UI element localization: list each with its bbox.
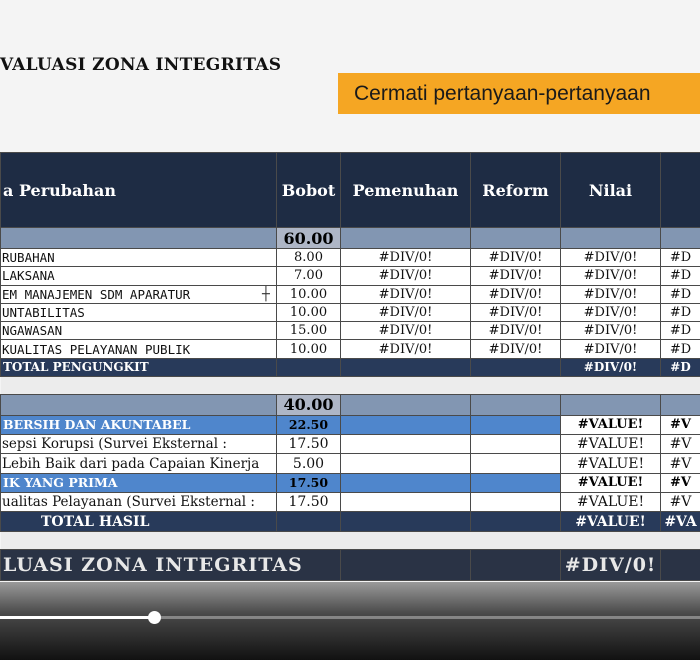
table-row <box>1 340 700 358</box>
row-nilai[interactable]: #DIV/0! <box>561 340 661 358</box>
row-bobot[interactable]: 7.00 <box>277 267 341 285</box>
row-reform[interactable]: #DIV/0! <box>471 322 561 340</box>
row-pemenuhan[interactable]: #DIV/0! <box>341 249 471 267</box>
callout-banner: Cermati pertanyaan-pertanyaan <box>338 73 700 114</box>
row-pemenuhan[interactable] <box>341 492 471 512</box>
row-extra[interactable]: #D <box>661 267 700 285</box>
row-nilai[interactable]: #VALUE! <box>561 454 661 474</box>
subgroup-nilai[interactable]: #VALUE! <box>561 415 661 434</box>
spacer-row <box>1 532 700 550</box>
subgroup-row-prima <box>1 473 700 492</box>
row-bobot[interactable]: 15.00 <box>277 322 341 340</box>
row-reform[interactable]: #DIV/0! <box>471 285 561 303</box>
row-reform[interactable] <box>471 434 561 454</box>
row-reform[interactable] <box>471 492 561 512</box>
header-nilai[interactable]: Nilai <box>561 153 661 228</box>
total-label[interactable]: TOTAL PENGUNGKIT <box>1 358 277 376</box>
subgroup-bobot[interactable]: 22.50 <box>277 415 341 434</box>
row-bobot[interactable]: 10.00 <box>277 340 341 358</box>
group-row-pengungkit <box>1 228 700 249</box>
subgroup-bobot[interactable]: 17.50 <box>277 473 341 492</box>
row-nilai[interactable]: #DIV/0! <box>561 249 661 267</box>
subgroup-label[interactable]: IK YANG PRIMA <box>1 473 277 492</box>
row-extra[interactable]: #D <box>661 322 700 340</box>
subgroup-extra[interactable]: #V <box>661 415 700 434</box>
subgroup-row-bersih <box>1 415 700 434</box>
total-row-hasil <box>1 512 700 532</box>
row-reform[interactable]: #DIV/0! <box>471 249 561 267</box>
sheet-title: VALUASI ZONA INTEGRITAS <box>0 55 282 75</box>
row-bobot[interactable]: 5.00 <box>277 454 341 474</box>
row-reform[interactable]: #DIV/0! <box>471 267 561 285</box>
row-nilai[interactable]: #DIV/0! <box>561 322 661 340</box>
total-extra[interactable]: #VA <box>661 512 700 532</box>
table-row <box>1 434 700 454</box>
row-reform[interactable] <box>471 454 561 474</box>
row-bobot[interactable]: 17.50 <box>277 434 341 454</box>
table-row <box>1 285 700 303</box>
row-pemenuhan[interactable] <box>341 454 471 474</box>
row-extra[interactable]: #V <box>661 492 700 512</box>
subgroup-nilai[interactable]: #VALUE! <box>561 473 661 492</box>
final-row <box>1 550 700 581</box>
table-row <box>1 249 700 267</box>
subgroup-extra[interactable]: #V <box>661 473 700 492</box>
row-bobot[interactable]: 8.00 <box>277 249 341 267</box>
row-pemenuhan[interactable]: #DIV/0! <box>341 267 471 285</box>
row-reform[interactable]: #DIV/0! <box>471 303 561 321</box>
group-bobot[interactable]: 40.00 <box>277 394 341 415</box>
row-name[interactable]: NGAWASAN <box>1 322 277 340</box>
evaluation-table <box>0 152 700 581</box>
total-nilai[interactable]: #DIV/0! <box>561 358 661 376</box>
row-name[interactable]: UNTABILITAS <box>1 303 277 321</box>
subgroup-label[interactable]: BERSIH DAN AKUNTABEL <box>1 415 277 434</box>
row-name[interactable]: sepsi Korupsi (Survei Eksternal : <box>1 434 277 454</box>
row-extra[interactable]: #V <box>661 434 700 454</box>
table-row <box>1 267 700 285</box>
row-name[interactable]: KUALITAS PELAYANAN PUBLIK <box>1 340 277 358</box>
row-pemenuhan[interactable]: #DIV/0! <box>341 303 471 321</box>
spacer-row <box>1 376 700 394</box>
table-row <box>1 303 700 321</box>
row-nilai[interactable]: #VALUE! <box>561 434 661 454</box>
row-pemenuhan[interactable] <box>341 434 471 454</box>
header-row <box>1 153 700 228</box>
total-label[interactable]: TOTAL HASIL <box>1 512 277 532</box>
row-extra[interactable]: #D <box>661 303 700 321</box>
row-pemenuhan[interactable]: #DIV/0! <box>341 322 471 340</box>
table-row <box>1 492 700 512</box>
row-bobot[interactable]: 10.00 <box>277 303 341 321</box>
row-extra[interactable]: #V <box>661 454 700 474</box>
row-pemenuhan[interactable]: #DIV/0! <box>341 340 471 358</box>
row-name[interactable]: LAKSANA <box>1 267 277 285</box>
row-name[interactable]: ualitas Pelayanan (Survei Eksternal : <box>1 492 277 512</box>
video-scrubber-handle[interactable] <box>148 611 161 624</box>
row-nilai[interactable]: #DIV/0! <box>561 285 661 303</box>
row-reform[interactable]: #DIV/0! <box>471 340 561 358</box>
row-bobot[interactable]: 10.00 <box>277 285 341 303</box>
row-pemenuhan[interactable]: #DIV/0! <box>341 285 471 303</box>
header-bobot[interactable]: Bobot <box>277 153 341 228</box>
row-nilai[interactable]: #VALUE! <box>561 492 661 512</box>
row-extra[interactable]: #D <box>661 340 700 358</box>
header-pemenuhan[interactable]: Pemenuhan <box>341 153 471 228</box>
crosshair-cursor-icon: ┼ <box>262 287 270 302</box>
header-extra[interactable] <box>661 153 700 228</box>
table-row <box>1 454 700 474</box>
video-progress-fill <box>0 616 154 619</box>
row-extra[interactable]: #D <box>661 285 700 303</box>
row-extra[interactable]: #D <box>661 249 700 267</box>
final-label[interactable]: LUASI ZONA INTEGRITAS <box>1 550 341 581</box>
header-area[interactable]: a Perubahan <box>1 153 277 228</box>
row-nilai[interactable]: #DIV/0! <box>561 303 661 321</box>
row-name[interactable]: Lebih Baik dari pada Capaian Kinerja <box>1 454 277 474</box>
total-extra[interactable]: #D <box>661 358 700 376</box>
row-nilai[interactable]: #DIV/0! <box>561 267 661 285</box>
header-reform[interactable]: Reform <box>471 153 561 228</box>
group-bobot[interactable]: 60.00 <box>277 228 341 249</box>
group-row-hasil <box>1 394 700 415</box>
video-control-overlay <box>0 582 700 660</box>
table-row <box>1 322 700 340</box>
final-nilai[interactable]: #DIV/0! <box>561 550 661 581</box>
row-bobot[interactable]: 17.50 <box>277 492 341 512</box>
row-name[interactable]: RUBAHAN <box>1 249 277 267</box>
total-row-pengungkit <box>1 358 700 376</box>
total-nilai[interactable]: #VALUE! <box>561 512 661 532</box>
row-name[interactable]: EM MANAJEMEN SDM APARATUR <box>1 285 277 303</box>
